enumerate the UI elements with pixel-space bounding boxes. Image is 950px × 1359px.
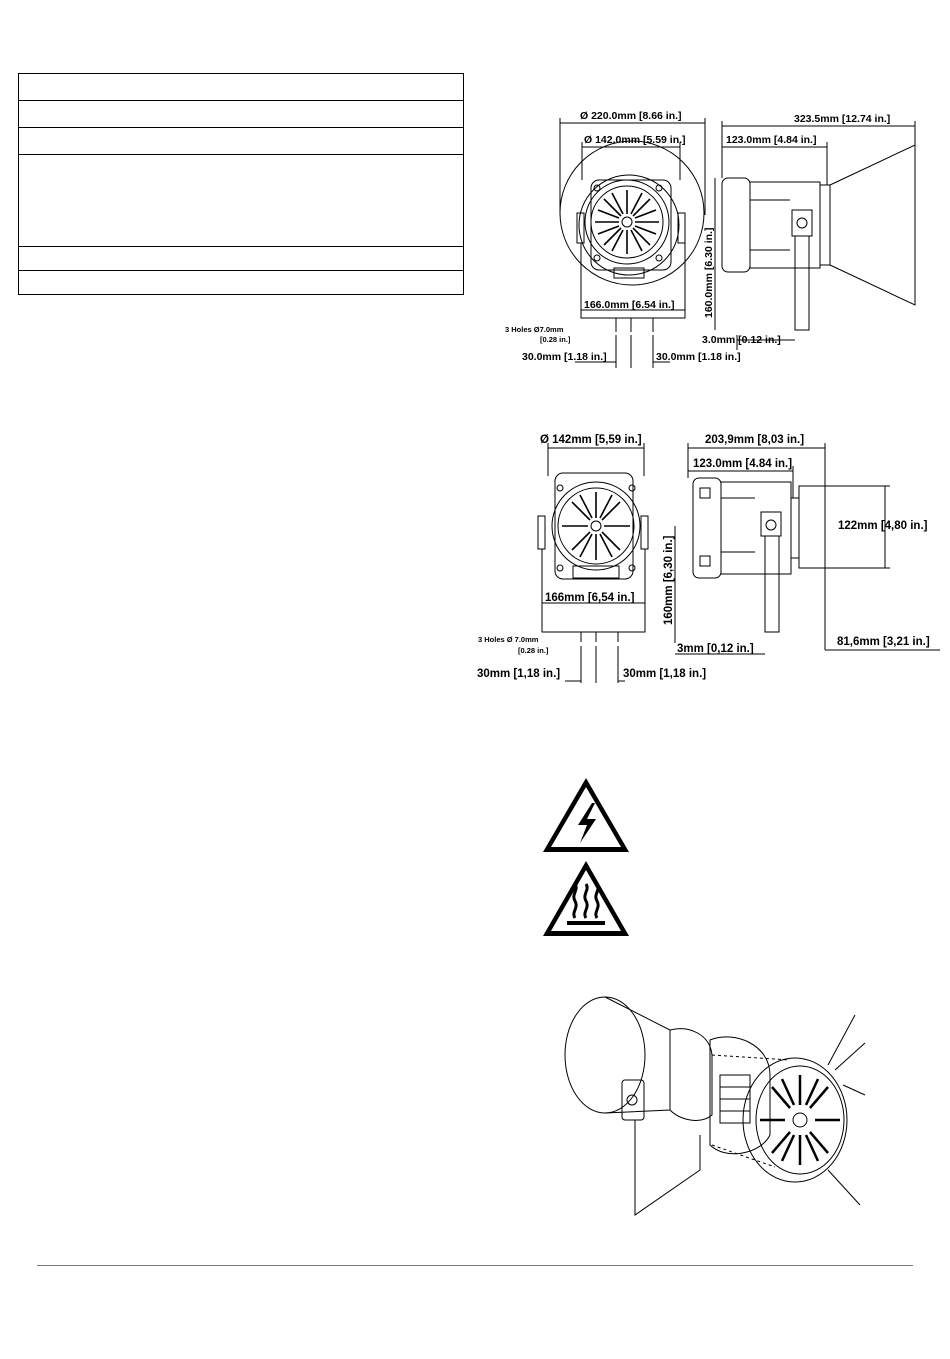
dim-holes-sub: [0.28 in.] (540, 335, 571, 344)
dim-spacing-right: 30mm [1,18 in.] (623, 668, 707, 680)
electric-shock-warning-icon (540, 775, 632, 855)
dim-total-length: 323.5mm [12.74 in.] (794, 113, 891, 125)
dim-diameter: Ø 142mm [5,59 in.] (540, 434, 642, 446)
dim-outer-diameter: Ø 220.0mm [8.66 in.] (580, 110, 682, 122)
dim-body-length: 123.0mm [4.84 in.] (726, 134, 817, 146)
dim-inner-diameter: Ø 142.0mm [5.59 in.] (584, 134, 686, 146)
dim-spacing-right: 30.0mm [1.18 in.] (656, 351, 741, 363)
hot-surface-warning-icon (540, 858, 632, 940)
compact-dimension-drawing (475, 428, 945, 683)
dim-height: 160mm [6,30 in.] (663, 535, 675, 625)
dim-total-length: 203,9mm [8,03 in.] (705, 434, 805, 446)
horn-dimension-drawing (500, 110, 940, 375)
spec-row (19, 100, 463, 128)
footer-divider (37, 1265, 913, 1266)
spec-row (19, 246, 463, 271)
spec-row (19, 127, 463, 155)
dim-offset: 3.0mm [0.12 in.] (702, 334, 781, 346)
dim-bracket-width: 166mm [6,54 in.] (545, 592, 635, 604)
spec-table (18, 73, 464, 295)
exploded-horn-illustration (560, 995, 870, 1225)
dim-holes-sub: [0.28 in.] (518, 646, 549, 655)
dim-spacing-left: 30.0mm [1.18 in.] (522, 351, 607, 363)
spec-row (19, 154, 463, 247)
dim-holes-label: 3 Holes Ø 7.0mm (478, 635, 539, 644)
dim-cap-height: 122mm [4,80 in.] (838, 520, 928, 532)
dim-cap-depth: 81,6mm [3,21 in.] (837, 636, 930, 648)
dim-height: 160.0mm [6.30 in.] (703, 227, 715, 318)
dim-offset: 3mm [0,12 in.] (677, 643, 754, 655)
dim-bracket-width: 166.0mm [6.54 in.] (584, 299, 675, 311)
dim-body-length: 123.0mm [4.84 in.] (693, 458, 793, 470)
dim-spacing-left: 30mm [1,18 in.] (477, 668, 561, 680)
dim-holes-label: 3 Holes Ø7.0mm (505, 325, 564, 334)
spec-row (19, 74, 463, 101)
